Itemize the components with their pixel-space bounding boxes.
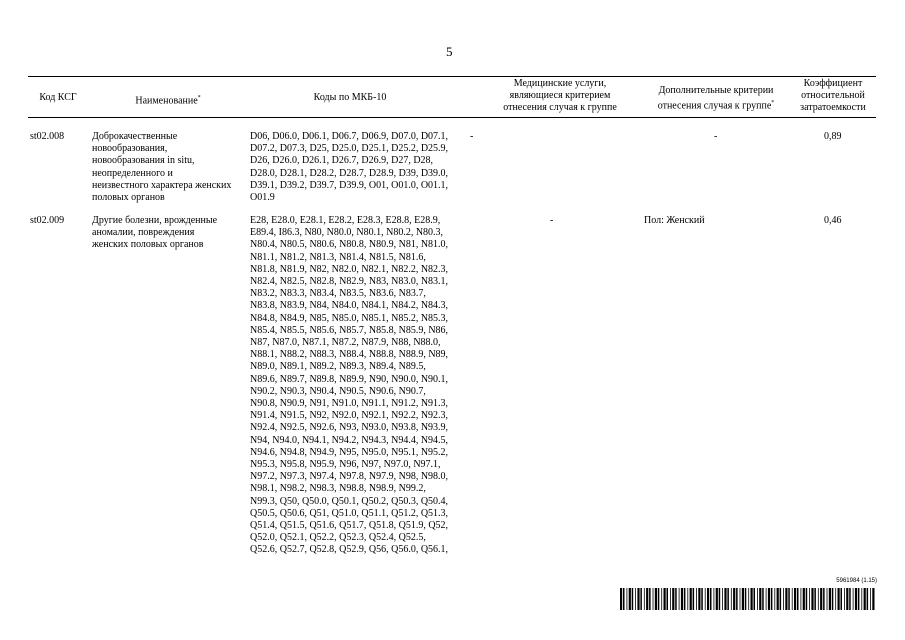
barcode-bar [771, 588, 773, 610]
icd-line: Q51.4, Q51.5, Q51.6, Q51.7, Q51.8, Q51.9, Q52, [250, 520, 449, 532]
barcode-bar [649, 588, 651, 610]
barcode-bar [635, 588, 636, 610]
icd-line: O01.9 [250, 192, 275, 204]
row-name-line: новообразования, [92, 143, 168, 155]
barcode-bar [740, 588, 741, 610]
barcode-bar [794, 588, 796, 610]
barcode-bar [661, 588, 662, 610]
icd-line: N90.2, N90.3, N90.4, N90.5, N90.6, N90.7, [250, 385, 426, 397]
barcode-bar [823, 588, 825, 610]
row-coef: 0,89 [824, 131, 842, 142]
barcode-bar [806, 588, 808, 610]
row-code: st02.009 [30, 215, 65, 226]
icd-line: N97.2, N97.3, N97.4, N97.8, N97.9, N98, N98.0, [250, 471, 449, 483]
barcode-bar [783, 588, 784, 610]
barcode-bar [690, 588, 692, 610]
barcode-bar [707, 588, 709, 610]
barcode-bar [792, 588, 793, 610]
barcode-bar [785, 588, 787, 610]
icd-line: N92.4, N92.5, N92.6, N93, N93.0, N93.8, N93.9, [250, 422, 449, 434]
barcode-bar [701, 588, 703, 610]
icd-line: N94, N94.0, N94.1, N94.2, N94.3, N94.4, N94.5, [250, 434, 449, 446]
barcode-bar [693, 588, 695, 610]
icd-line: N81.8, N81.9, N82, N82.0, N82.1, N82.2, N82.3, [250, 263, 449, 275]
barcode-bar [751, 588, 753, 610]
header-name-text: Наименование [135, 95, 198, 107]
barcode-bar [644, 588, 645, 610]
header-bottom-rule [28, 117, 876, 118]
barcode-bar [864, 588, 866, 610]
row-name-line: женских половых органов [92, 239, 204, 251]
barcode-bar [667, 588, 669, 610]
barcode-bar [788, 588, 790, 610]
row-name-line: неизвестного характера женских [92, 179, 232, 191]
barcode-bar [679, 588, 680, 610]
barcode-bar [620, 588, 622, 610]
icd-line: Q50.5, Q50.6, Q51, Q51.0, Q51.1, Q51.2, Q51.3, [250, 507, 449, 519]
row-icd-codes [250, 131, 472, 204]
barcode-bar [748, 588, 749, 610]
header-name [118, 92, 218, 107]
row-name-line: половых органов [92, 192, 165, 204]
barcode-bar [627, 588, 628, 610]
icd-line: N80.4, N80.5, N80.6, N80.8, N80.9, N81, N81.0, [250, 239, 449, 251]
page-number: 5 [446, 44, 453, 59]
barcode-bar [774, 588, 775, 610]
header-criteria-line: Дополнительные критерии [658, 85, 774, 96]
header-services-line: являющиеся критерием [509, 90, 611, 101]
barcode-number: 5961984 (1.15) [836, 578, 877, 584]
barcode-bar [724, 588, 726, 610]
barcode-bar [658, 588, 660, 610]
barcode-bar [710, 588, 712, 610]
header-code: Код КСГ [39, 92, 77, 103]
barcode-bar [640, 588, 642, 610]
barcode-bar [858, 588, 860, 610]
row-criteria: Пол: Женский [644, 215, 705, 226]
icd-line: Q52.6, Q52.7, Q52.8, Q52.9, Q56, Q56.0, Q56.1, [250, 544, 449, 556]
row-icd-codes [250, 215, 472, 557]
header-criteria-mark: * [771, 100, 775, 106]
barcode-bar [849, 588, 851, 610]
barcode-bar [777, 588, 779, 610]
barcode-bar [829, 588, 831, 610]
barcode-bar [684, 588, 686, 610]
barcode-bar [637, 588, 639, 610]
barcode-bar [675, 588, 677, 610]
barcode-bar [855, 588, 857, 610]
row-name-line: Другие болезни, врожденные [92, 215, 218, 226]
barcode-bar [867, 588, 869, 610]
icd-line: N88.1, N88.2, N88.3, N88.4, N88.8, N88.9, N89, [250, 349, 449, 361]
barcode-bar [811, 588, 813, 610]
barcode-bar [757, 588, 758, 610]
icd-line: N95.3, N95.8, N95.9, N96, N97, N97.0, N97.1, [250, 459, 441, 471]
icd-line: N85.4, N85.5, N85.6, N85.7, N85.8, N85.9, N86, [250, 324, 449, 336]
barcode-bar [780, 588, 782, 610]
barcode-bar [632, 588, 634, 610]
header-services [490, 78, 630, 114]
icd-line: N98.1, N98.2, N98.3, N98.8, N98.9, N99.2, [250, 483, 426, 495]
icd-line: D26, D26.0, D26.1, D26.7, D26.9, D27, D28, [250, 155, 434, 167]
icd-line: N90.8, N90.9, N91, N91.0, N91.1, N91.2, N91.3, [250, 398, 449, 410]
icd-line: E89.4, I86.3, N80, N80.0, N80.1, N80.2, N80.3, [250, 227, 444, 239]
row-name-line: новообразования in situ, [92, 155, 195, 167]
barcode-bar [655, 588, 657, 610]
barcode-bar [745, 588, 747, 610]
row-coef: 0,46 [824, 215, 842, 226]
header-criteria-text: отнесения случая к группе [657, 100, 772, 112]
icd-line: D07.2, D07.3, D25, D25.0, D25.1, D25.2, D25.9, [250, 143, 449, 155]
barcode [620, 588, 876, 610]
barcode-bar [653, 588, 654, 610]
barcode-bar [832, 588, 834, 610]
header-criteria-line [648, 97, 784, 112]
barcode-bar [844, 588, 845, 610]
barcode-bar [736, 588, 738, 610]
barcode-bar [754, 588, 756, 610]
barcode-bar [870, 588, 871, 610]
header-criteria [648, 85, 784, 112]
barcode-bar [797, 588, 799, 610]
icd-line: E28, E28.0, E28.1, E28.2, E28.3, E28.8, E28.9, [250, 215, 441, 226]
barcode-bar [835, 588, 836, 610]
icd-line: N82.4, N82.5, N82.8, N82.9, N83, N83.0, N83.1, [250, 276, 449, 288]
barcode-bar [861, 588, 862, 610]
barcode-bar [818, 588, 819, 610]
header-services-line: Медицинские услуги, [513, 78, 607, 89]
barcode-bar [696, 588, 697, 610]
row-services: - [470, 131, 474, 142]
icd-line: N83.2, N83.3, N83.4, N83.5, N83.6, N83.7, [250, 288, 426, 300]
row-name-line: Доброкачественные [92, 131, 178, 142]
row-name [92, 131, 231, 204]
header-name-mark: * [197, 95, 201, 101]
barcode-bar [846, 588, 848, 610]
barcode-bar [827, 588, 828, 610]
header-services-line: отнесения случая к группе [503, 102, 617, 113]
barcode-bar [698, 588, 700, 610]
barcode-bar [762, 588, 764, 610]
barcode-bar [731, 588, 732, 610]
barcode-bar [759, 588, 761, 610]
header-top-rule [28, 76, 876, 77]
row-services: - [550, 215, 554, 226]
header-coef [790, 78, 876, 114]
barcode-bar [766, 588, 767, 610]
barcode-bar [629, 588, 631, 610]
row-name-line: аномалии, повреждения [92, 227, 195, 239]
barcode-bar [803, 588, 805, 610]
icd-line: N84.8, N84.9, N85, N85.0, N85.1, N85.2, N85.3, [250, 312, 449, 324]
row-name-line: неопределенного и [92, 167, 173, 179]
icd-line: N83.8, N83.9, N84, N84.0, N84.1, N84.2, N84.3, [250, 300, 449, 312]
barcode-bar [742, 588, 744, 610]
icd-line: N89.6, N89.7, N89.8, N89.9, N90, N90.0, N90.1, [250, 373, 449, 385]
icd-line: D28.0, D28.1, D28.2, D28.7, D28.9, D39, D39.0, [250, 167, 449, 179]
row-code: st02.008 [30, 131, 65, 142]
icd-line: N99.3, Q50, Q50.0, Q50.1, Q50.2, Q50.3, Q50.4, [250, 495, 449, 507]
icd-line: N91.4, N91.5, N92, N92.0, N92.1, N92.2, N92.3, [250, 410, 449, 422]
icd-line: N81.1, N81.2, N81.3, N81.4, N81.5, N81.6, [250, 251, 426, 263]
header-coef-line: относительной [801, 90, 865, 101]
barcode-bar [664, 588, 666, 610]
barcode-bar [687, 588, 688, 610]
barcode-bar [646, 588, 648, 610]
barcode-bar [768, 588, 770, 610]
barcode-bar [681, 588, 683, 610]
barcode-bar [727, 588, 729, 610]
header-coef-line: затратоемкости [800, 102, 866, 113]
header-coef-line: Коэффициент [803, 78, 863, 89]
barcode-bar [716, 588, 718, 610]
icd-line: N94.6, N94.8, N94.9, N95, N95.0, N95.1, N95.2, [250, 446, 449, 458]
barcode-bar [872, 588, 874, 610]
barcode-bar [722, 588, 723, 610]
row-criteria: - [714, 131, 718, 142]
barcode-bar [733, 588, 735, 610]
barcode-bar [841, 588, 843, 610]
icd-line: D06, D06.0, D06.1, D06.7, D06.9, D07.0, D07.1, [250, 131, 449, 142]
barcode-bar [801, 588, 802, 610]
icd-line: N89.0, N89.1, N89.2, N89.3, N89.4, N89.5, [250, 361, 426, 373]
row-name [92, 215, 217, 252]
header-icd: Коды по МКБ-10 [313, 92, 387, 103]
barcode-bar [670, 588, 671, 610]
barcode-bar [672, 588, 674, 610]
barcode-bar [820, 588, 822, 610]
icd-line: Q52.0, Q52.1, Q52.2, Q52.3, Q52.4, Q52.5, [250, 532, 426, 544]
barcode-bar [714, 588, 715, 610]
barcode-bar [719, 588, 721, 610]
icd-line: D39.1, D39.2, D39.7, D39.9, O01, O01.0, O01.1, [250, 179, 449, 191]
barcode-bar [809, 588, 810, 610]
barcode-bar [838, 588, 840, 610]
barcode-bar [853, 588, 854, 610]
barcode-bar [814, 588, 816, 610]
barcode-bar [705, 588, 706, 610]
barcode-bar [623, 588, 625, 610]
icd-line: N87, N87.0, N87.1, N87.2, N87.9, N88, N88.0, [250, 337, 441, 349]
